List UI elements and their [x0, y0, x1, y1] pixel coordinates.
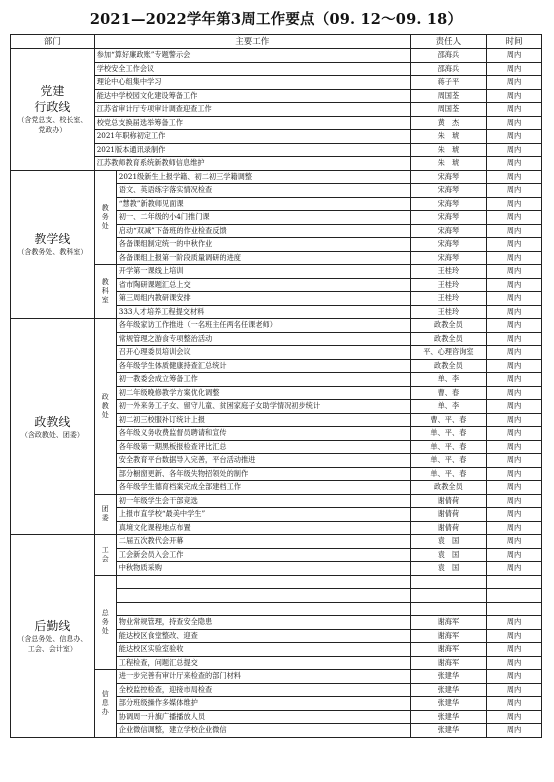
time-cell: 周内 — [486, 251, 541, 265]
department-note: （含教务处、教科室） — [17, 248, 88, 257]
work-item: 各年级学生德育档案完成全部建档工作 — [116, 481, 410, 495]
time-cell: 周内 — [486, 413, 541, 427]
responsible-person: 蒋子平 — [410, 76, 486, 90]
time-cell: 周内 — [486, 359, 541, 373]
work-item — [116, 602, 410, 616]
document-page — [10, 0, 542, 738]
subgroup-label: 团委 — [101, 505, 109, 523]
time-cell: 周内 — [486, 184, 541, 198]
responsible-person: 王桂玲 — [410, 278, 486, 292]
time-cell: 周内 — [486, 319, 541, 333]
work-item: 上报市直学校“最美中学生” — [116, 508, 410, 522]
work-item: 初二年级晚修教学方案优化调整 — [116, 386, 410, 400]
work-item: 中秋物质采购 — [116, 562, 410, 576]
responsible-person: 张建华 — [410, 670, 486, 684]
table-row — [11, 49, 542, 63]
work-item: 2021级新生上报学籍、初二初三学籍调整 — [116, 170, 410, 184]
responsible-person: 谢倩荷 — [410, 521, 486, 535]
responsible-person: 谢海军 — [410, 616, 486, 630]
department-note: （含党总支、校长室、党政办） — [17, 116, 88, 135]
responsible-person: 单、平、春 — [410, 454, 486, 468]
responsible-person: 政教全员 — [410, 319, 486, 333]
subgroup-label: 信息办 — [101, 689, 109, 716]
time-cell: 周内 — [486, 265, 541, 279]
work-plan-table — [10, 34, 542, 738]
time-cell: 周内 — [486, 697, 541, 711]
work-item: 语文、英语练字落实情况检查 — [116, 184, 410, 198]
work-item: 各年级家访工作推进（一名班主任两名任课老师） — [116, 319, 410, 333]
responsible-person: 单、李 — [410, 373, 486, 387]
work-item: 召开心理委员培训会议 — [116, 346, 410, 360]
responsible-person: 袁 国 — [410, 535, 486, 549]
time-cell: 周内 — [486, 238, 541, 252]
work-item: 江苏教师教育系统新教师信息维护 — [94, 157, 410, 171]
work-item: 各年级义务收费监督员聘请和宣传 — [116, 427, 410, 441]
department-note: （含政教处、团委） — [20, 430, 84, 439]
work-item: 常规管理之游食专项整治活动 — [116, 332, 410, 346]
time-cell: 周内 — [486, 170, 541, 184]
responsible-person: 张建华 — [410, 697, 486, 711]
responsible-person: 宋海琴 — [410, 211, 486, 225]
header-resp: 责任人 — [410, 35, 486, 49]
work-item: 能达中学校园文化建设筹备工作 — [94, 89, 410, 103]
responsible-person: 谢海军 — [410, 629, 486, 643]
work-item: 参加“算好廉政账”专题警示会 — [94, 49, 410, 63]
work-item: 安全教育平台数据导入完善，平台活动推进 — [116, 454, 410, 468]
subgroup-label: 总务处 — [101, 608, 109, 635]
work-item: 各年级第一期黑板报检查评比汇总 — [116, 440, 410, 454]
time-cell: 周内 — [486, 49, 541, 63]
responsible-person: 单、平、春 — [410, 467, 486, 481]
responsible-person: 袁 国 — [410, 562, 486, 576]
table-row — [11, 319, 542, 333]
work-item: 理论中心组集中学习 — [94, 76, 410, 90]
time-cell: 周内 — [486, 494, 541, 508]
subgroup-cell — [94, 494, 116, 535]
department-name: 政教线 — [34, 414, 71, 429]
time-cell: 周内 — [486, 332, 541, 346]
responsible-person: 谢倩荷 — [410, 494, 486, 508]
work-item: 各备课组上报第一阶段质量调研的进度 — [116, 251, 410, 265]
responsible-person: 邵海兵 — [410, 62, 486, 76]
responsible-person — [410, 602, 486, 616]
work-item: “慧教”新教师见面课 — [116, 197, 410, 211]
responsible-person: 张建华 — [410, 724, 486, 738]
time-cell: 周内 — [486, 710, 541, 724]
time-cell: 周内 — [486, 224, 541, 238]
department-cell — [11, 170, 95, 319]
time-cell: 周内 — [486, 521, 541, 535]
department-name: 后勤线 — [34, 618, 71, 633]
time-cell: 周内 — [486, 467, 541, 481]
subgroup-label: 工会 — [101, 545, 109, 563]
time-cell: 周内 — [486, 643, 541, 657]
time-cell: 周内 — [486, 670, 541, 684]
time-cell: 周内 — [486, 346, 541, 360]
responsible-person: 宋海琴 — [410, 251, 486, 265]
subgroup-label: 政教处 — [101, 392, 109, 419]
work-item: 全校监控检查，迎接市局检查 — [116, 683, 410, 697]
work-item: 初一外来务工子女、留守儿童、贫困家庭子女助学情况初步统计 — [116, 400, 410, 414]
work-item: 工程检查，问题汇总提交 — [116, 656, 410, 670]
work-item: 进一步完善有审计厅来检查的部门材料 — [116, 670, 410, 684]
responsible-person: 谢倩荷 — [410, 508, 486, 522]
work-item: 学校安全工作会议 — [94, 62, 410, 76]
time-cell — [486, 589, 541, 603]
work-item — [116, 589, 410, 603]
time-cell: 周内 — [486, 548, 541, 562]
header-time: 时间 — [486, 35, 541, 49]
work-item: 初一、二年级的小4门推门课 — [116, 211, 410, 225]
time-cell: 周内 — [486, 103, 541, 117]
responsible-person: 曹、春 — [410, 386, 486, 400]
time-cell: 周内 — [486, 481, 541, 495]
table-row — [11, 170, 542, 184]
work-item — [116, 575, 410, 589]
table-row — [11, 535, 542, 549]
time-cell: 周内 — [486, 454, 541, 468]
time-cell: 周内 — [486, 143, 541, 157]
responsible-person: 单、平、春 — [410, 440, 486, 454]
responsible-person: 宋海琴 — [410, 224, 486, 238]
time-cell — [486, 602, 541, 616]
responsible-person: 单、平、春 — [410, 427, 486, 441]
time-cell: 周内 — [486, 386, 541, 400]
work-item: 初一教委会成立筹备工作 — [116, 373, 410, 387]
responsible-person: 朱 琥 — [410, 143, 486, 157]
work-item: 开学第一课线上培训 — [116, 265, 410, 279]
work-item: 二届五次教代会开幕 — [116, 535, 410, 549]
responsible-person: 曹、平、春 — [410, 413, 486, 427]
responsible-person — [410, 575, 486, 589]
work-item: 协调周一升旗广播播放人员 — [116, 710, 410, 724]
header-dept: 部门 — [11, 35, 95, 49]
work-item: 校党总支换届选举筹备工作 — [94, 116, 410, 130]
responsible-person: 袁 国 — [410, 548, 486, 562]
header-item: 主要工作 — [94, 35, 410, 49]
time-cell: 周内 — [486, 292, 541, 306]
responsible-person: 宋海琴 — [410, 238, 486, 252]
responsible-person: 邵海兵 — [410, 49, 486, 63]
time-cell: 周内 — [486, 562, 541, 576]
time-cell: 周内 — [486, 305, 541, 319]
page-title: 2021—2022学年第3周工作要点（09. 12～09. 18） — [89, 11, 463, 28]
table-body — [11, 49, 542, 738]
work-item: 2021版本通讯录制作 — [94, 143, 410, 157]
time-cell: 周内 — [486, 683, 541, 697]
work-item: 省市陶研课题汇总上交 — [116, 278, 410, 292]
responsible-person: 朱 琥 — [410, 157, 486, 171]
time-cell: 周内 — [486, 278, 541, 292]
work-item: 各备课组制定统一的中秋作业 — [116, 238, 410, 252]
responsible-person: 朱 琥 — [410, 130, 486, 144]
time-cell: 周内 — [486, 400, 541, 414]
subgroup-cell — [94, 265, 116, 319]
time-cell: 周内 — [486, 724, 541, 738]
responsible-person: 张建华 — [410, 683, 486, 697]
time-cell: 周内 — [486, 89, 541, 103]
time-cell: 周内 — [486, 62, 541, 76]
header-row — [11, 35, 542, 49]
responsible-person: 周国荃 — [410, 89, 486, 103]
department-cell — [11, 49, 95, 171]
time-cell: 周内 — [486, 629, 541, 643]
responsible-person: 王桂玲 — [410, 305, 486, 319]
work-item: 部分班级操作多媒体维护 — [116, 697, 410, 711]
subgroup-cell — [94, 670, 116, 738]
subgroup-label: 教科室 — [101, 278, 109, 304]
work-item: 工会新会员入会工作 — [116, 548, 410, 562]
work-item: 能达校区实验室验收 — [116, 643, 410, 657]
subgroup-cell — [94, 575, 116, 670]
time-cell — [486, 575, 541, 589]
time-cell: 周内 — [486, 211, 541, 225]
work-item: 物业常规管理，持查安全隐患 — [116, 616, 410, 630]
work-item: 初一年级学生会干部竞选 — [116, 494, 410, 508]
department-cell — [11, 319, 95, 535]
responsible-person: 政教全员 — [410, 359, 486, 373]
responsible-person: 政教全员 — [410, 332, 486, 346]
time-cell: 周内 — [486, 535, 541, 549]
work-item: 真境文化课程地点布置 — [116, 521, 410, 535]
subgroup-cell — [94, 170, 116, 265]
work-item: 能达校区食堂整改、迎查 — [116, 629, 410, 643]
time-cell: 周内 — [486, 440, 541, 454]
subgroup-label: 教务处 — [101, 203, 109, 230]
responsible-person: 周国荃 — [410, 103, 486, 117]
responsible-person: 宋海琴 — [410, 170, 486, 184]
responsible-person: 张建华 — [410, 710, 486, 724]
responsible-person: 平、心理咨询室 — [410, 346, 486, 360]
responsible-person: 宋海琴 — [410, 184, 486, 198]
department-name: 党建 行政线 — [34, 84, 71, 115]
work-item: 初二初三校服补订统计上报 — [116, 413, 410, 427]
responsible-person: 王桂玲 — [410, 292, 486, 306]
work-item: 第三周组内教研课安排 — [116, 292, 410, 306]
time-cell: 周内 — [486, 616, 541, 630]
responsible-person — [410, 589, 486, 603]
work-item: 启动“双减”下备班的作业检查反馈 — [116, 224, 410, 238]
responsible-person: 谢海军 — [410, 656, 486, 670]
work-item: 2021年职称初定工作 — [94, 130, 410, 144]
work-item: 企业微信调整，建立学校企业微信 — [116, 724, 410, 738]
department-note: （含总务处、信息办、工会、会计室） — [17, 634, 88, 653]
work-item: 333人才培养工程提交材料 — [116, 305, 410, 319]
subgroup-cell — [94, 535, 116, 576]
responsible-person: 王桂玲 — [410, 265, 486, 279]
work-item: 江苏省审计厅专项审计调查迎查工作 — [94, 103, 410, 117]
time-cell: 周内 — [486, 130, 541, 144]
work-item: 各年级学生体质健康持查汇总统计 — [116, 359, 410, 373]
time-cell: 周内 — [486, 157, 541, 171]
responsible-person: 政教全员 — [410, 481, 486, 495]
department-name: 教学线 — [34, 232, 71, 247]
time-cell: 周内 — [486, 508, 541, 522]
subgroup-cell — [94, 319, 116, 495]
responsible-person: 宋海琴 — [410, 197, 486, 211]
time-cell: 周内 — [486, 197, 541, 211]
department-cell — [11, 535, 95, 738]
responsible-person: 黄 杰 — [410, 116, 486, 130]
time-cell: 周内 — [486, 116, 541, 130]
work-item: 部分橱窗更新、各年级失物招领处的制作 — [116, 467, 410, 481]
time-cell: 周内 — [486, 76, 541, 90]
time-cell: 周内 — [486, 427, 541, 441]
responsible-person: 单、李 — [410, 400, 486, 414]
responsible-person: 谢海军 — [410, 643, 486, 657]
time-cell: 周内 — [486, 656, 541, 670]
time-cell: 周内 — [486, 373, 541, 387]
